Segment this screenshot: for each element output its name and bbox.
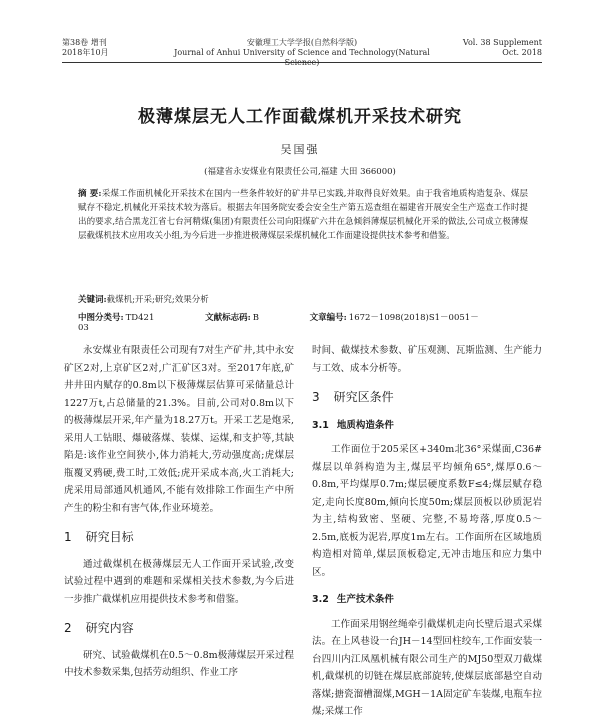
header-center (162, 38, 442, 68)
keywords-text: 截煤机;开采;研究;效果分析 (106, 295, 209, 305)
clc-label: 中图分类号: (78, 313, 124, 323)
subsection-3-2-heading (312, 591, 542, 609)
subsection-3-1-paragraph: 工作面位于205采区+340m北36°采煤面,C36#煤层以单斜构造为主,煤层平均倾角65°,煤厚0.6～0.8m,平均煤厚0.7m;煤层硬度系数F≤4;煤层赋存稳定,走向长度80m,倾向长度50m;煤层顶板以砂质泥岩为主,结构致密、坚硬、完整,不易垮落,厚度0.5～2.5m,底板为泥岩,厚度1m左右。工作面所在区域地质构造相对简单,煤层顶板稳定,无冲击地压和应力集中区。 (312, 444, 542, 578)
continued-paragraph: 时间、截煤技术参数、矿压观测、瓦斯监测、生产能力与工效、成本分析等。 (312, 345, 542, 374)
document-code (205, 313, 283, 323)
section-1-heading (64, 529, 294, 547)
section-3-heading (312, 389, 542, 407)
section-1-title: 研究目标 (85, 530, 134, 544)
abstract-label: 摘 要: (78, 189, 102, 199)
left-column (64, 342, 294, 682)
doc-code-value: B (252, 313, 259, 323)
header-left (62, 38, 109, 58)
paper-title: 极薄煤层无人工作面截煤机开采技术研究 (138, 107, 462, 127)
section-2-heading (64, 620, 294, 638)
keywords-label: 关键词: (78, 295, 107, 305)
date-en: Oct. 2018 (502, 48, 542, 57)
section-1-number: 1 (64, 530, 72, 544)
section-2-title: 研究内容 (85, 621, 134, 635)
volume-en: Vol. 38 Supplement (462, 38, 542, 47)
article-id-label: 文章编号: (309, 313, 347, 323)
header-right (463, 38, 542, 58)
clc-number (78, 313, 178, 323)
volume-cn: 第38卷 增刊 (62, 38, 107, 47)
section-3-title: 研究区条件 (333, 390, 394, 404)
author-affiliation: (福建省永安煤业有限责任公司,福建 大田 366000) (204, 167, 396, 177)
abstract (78, 187, 528, 243)
right-column (312, 342, 542, 721)
subsection-3-2-number: 3.2 (312, 594, 329, 605)
subsection-3-1-number: 3.1 (312, 419, 329, 431)
subsection-3-2-title: 生产技术条件 (336, 594, 394, 605)
subsection-3-1-title: 地质构造条件 (336, 419, 394, 431)
subsection-3-1-heading (312, 417, 542, 435)
author-name: 吴国强 (280, 143, 320, 156)
header-rule (62, 62, 542, 63)
section-2-number: 2 (64, 621, 72, 635)
classification-line (78, 311, 528, 333)
clc-value: TD421 (125, 313, 155, 323)
section-1-paragraph: 通过截煤机在极薄煤层无人工作面开采试验,改变试验过程中遇到的难题和采煤相关技术参数,为今后进一步推广截煤机应用提供技术参考和借鉴。 (64, 558, 294, 605)
journal-name-en: Journal of Anhui University of Science and Technology(Natural Science) (174, 48, 430, 67)
article-id-value: 1672－1098(2018)S1－0051－03 (78, 313, 479, 333)
date-cn: 2018年10月 (62, 48, 109, 57)
journal-name-cn: 安徽理工大学学报(自然科学版) (246, 38, 358, 47)
keywords (78, 293, 528, 305)
abstract-text: 采煤工作面机械化开采技术在国内一些条件较好的矿井早已实践,并取得良好效果。由于我省地质构造复杂、煤层赋存不稳定,机械化开采技术较为落后。根据去年国务院安委会安全生产第五巡查组在福建省开展安全生产巡查工作时提出的要求,结合黑龙江省七台河精煤(集团)有限责任公司向阳煤矿六井在急倾斜薄煤层机械化开采的做法,公司成立极薄煤层截煤机技术应用攻关小组,为今后进一步推进极薄煤层采煤机械化工作面建设提供技术参考和借鉴。 (78, 189, 528, 241)
section-3-number: 3 (312, 390, 320, 404)
subsection-3-2-paragraph: 工作面采用钢丝绳牵引截煤机走向长壁后退式采煤法。在上风巷设一台JH－14型回柱绞车,工作面安装一台四川内江凤凰机械有限公司生产的MJ50型双刀截煤机,截煤机的切链在煤层底部旋转,使煤层底部悬空自动落煤;搪瓷溜槽溜煤,MGH－1A固定矿车装煤,电瓶车拉煤;采煤工作 (312, 618, 542, 717)
section-2-paragraph: 研究、试验截煤机在0.5～0.8m极薄煤层开采过程中技术参数采集,包括劳动组织、作业工序 (64, 649, 294, 678)
doc-code-label: 文献标志码: (205, 313, 251, 323)
intro-paragraph: 永安煤业有限责任公司现有7对生产矿井,其中永安矿区2对,上京矿区2对,广汇矿区3对。至2017年底,矿井井田内赋存的0.8m以下极薄煤层估算可采储量总计1227万t,占总储量的21.3%。目前,公司对0.8m以下的极薄煤层开采,年产量为18.27万t。开采工艺是炮采,采用人工钻眼、爆破落煤、装煤、运煤,和支护等,其缺陷是:该作业空间狭小,体力消耗大,劳动强度高;虎煤层瓶覆叉鸦硬,费工时,工效低;虎开采成本高,火工消耗大;虎采用局部通风机通风,不能有效排除工作面生产中所产生的粉尘和有害气体,作业环境差。 (64, 345, 294, 514)
